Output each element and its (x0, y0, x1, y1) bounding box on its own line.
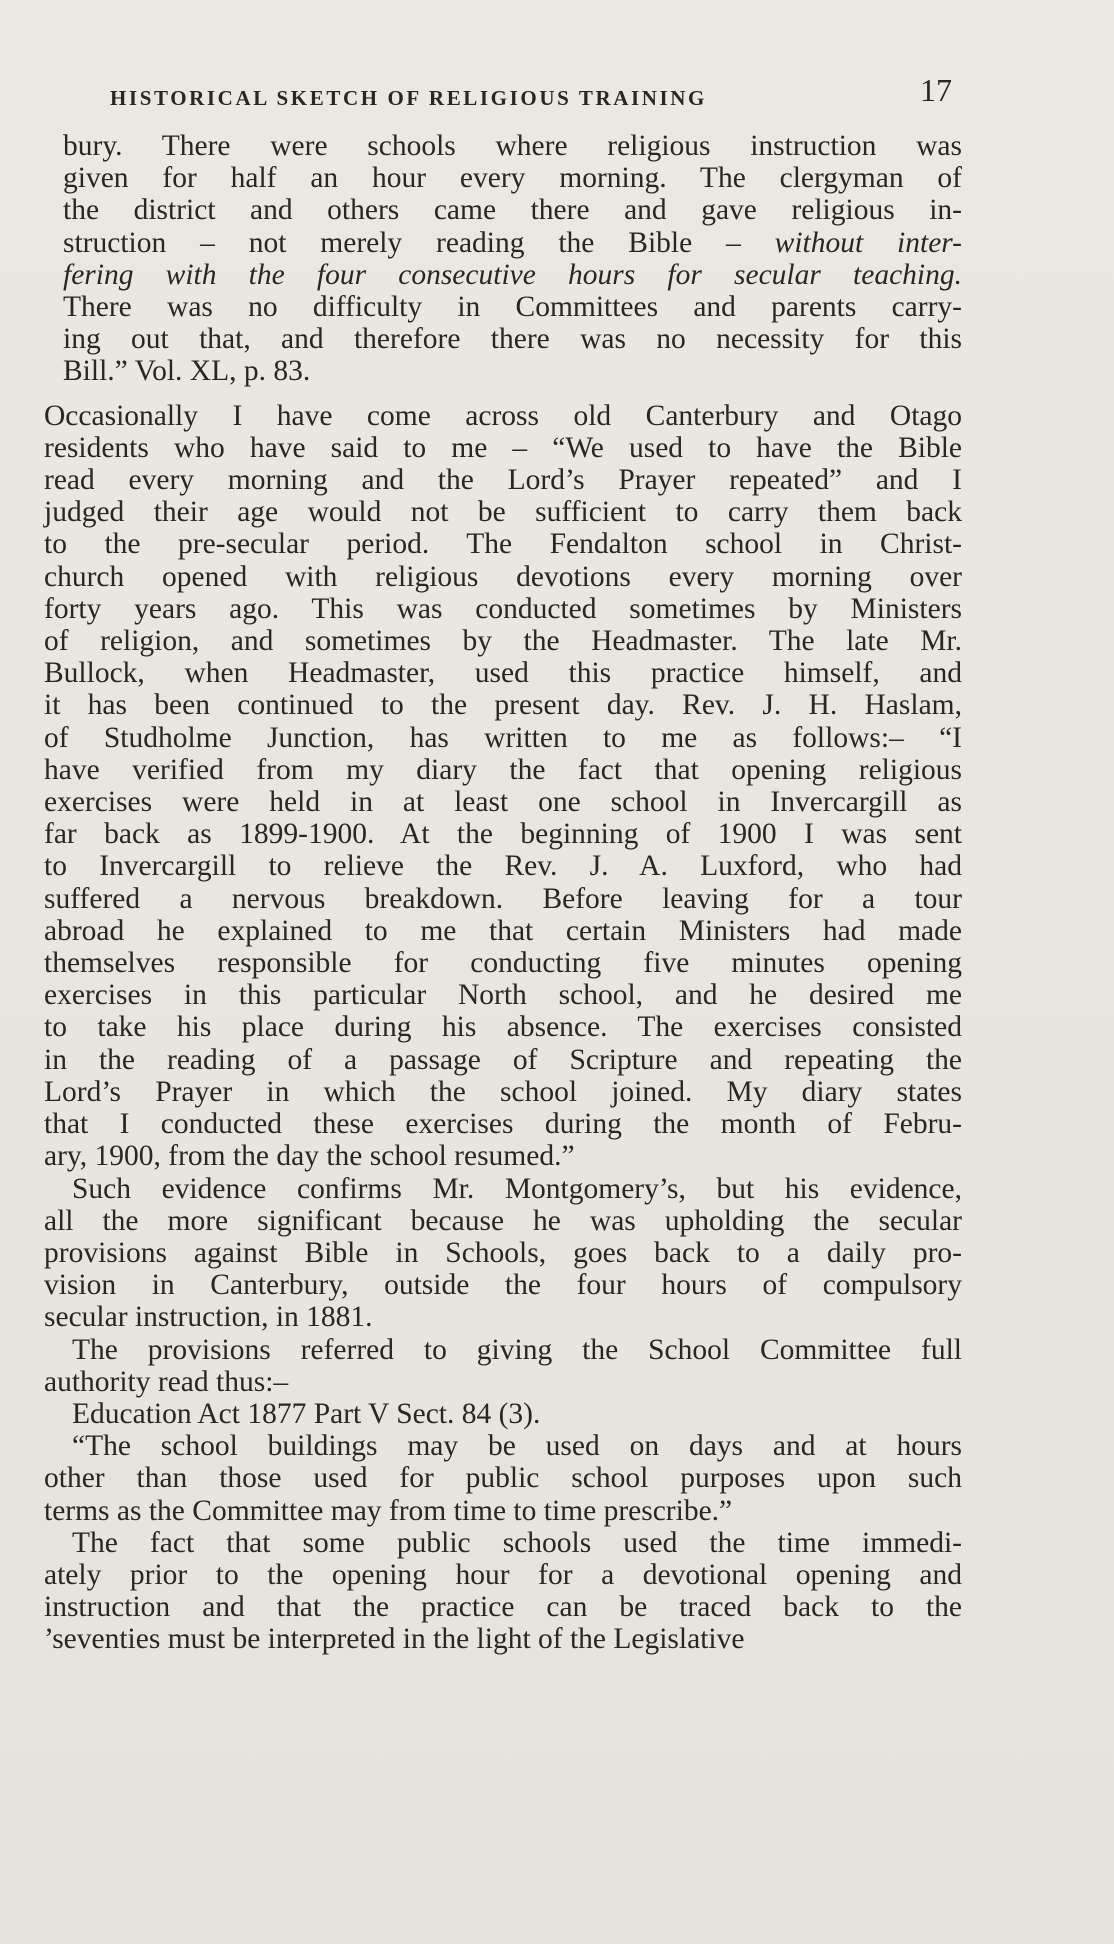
text-line: in the reading of a passage of Scripture and repeating the (44, 1043, 962, 1076)
quote-roman-text: struction – not merely reading the Bible – (63, 226, 775, 259)
text-line: forty years ago. This was conducted sometimes by Ministers (44, 592, 962, 625)
quote-italic-text: without inter- (774, 226, 962, 259)
text-line: Education Act 1877 Part V Sect. 84 (3). (72, 1397, 541, 1430)
text-line: of Studholme Junction, has written to me as follows:– “I (44, 721, 962, 754)
quote-line (63, 162, 962, 194)
text-line: The provisions referred to giving the School Committee full (72, 1333, 962, 1366)
text-line: judged their age would not be sufficient to carry them back (44, 496, 962, 529)
text-line: ary, 1900, from the day the school resumed.” (44, 1140, 575, 1173)
quotation-block (44, 130, 962, 388)
text-line: residents who have said to me – “We used to have the Bible (44, 431, 962, 464)
text-line: instruction and that the practice can be traced back to the (44, 1591, 962, 1624)
text-line: far back as 1899-1900. At the beginning of 1900 I was sent (44, 818, 962, 851)
quote-roman-text: Bill.” Vol. XL, p. 83. (63, 355, 311, 388)
text-line: Bullock, when Headmaster, used this practice himself, and (44, 657, 962, 690)
page-header (110, 70, 952, 118)
paragraph-occasionally (44, 400, 962, 1173)
text-line: “The school buildings may be used on days and at hours (72, 1430, 962, 1463)
text-line: ately prior to the opening hour for a devotional opening and (44, 1558, 962, 1591)
text-line: exercises in this particular North school, and he desired me (44, 979, 962, 1012)
text-line: secular instruction, in 1881. (44, 1301, 373, 1334)
text-line: exercises were held in at least one school in Invercargill as (44, 786, 962, 819)
text-line: all the more significant because he was upholding the secular (44, 1204, 962, 1237)
text-line: that I conducted these exercises during the month of Febru- (44, 1108, 962, 1141)
quote-line (63, 259, 962, 291)
quote-line (63, 194, 962, 226)
quote-line (63, 355, 962, 387)
text-line: it has been continued to the present day. Rev. J. H. Haslam, (44, 689, 962, 722)
text-line: Such evidence confirms Mr. Montgomery’s, but his evidence, (72, 1172, 962, 1205)
text-line: provisions against Bible in Schools, goes back to a daily pro- (44, 1236, 962, 1269)
text-line: Occasionally I have come across old Canterbury and Otago (44, 399, 962, 432)
quote-roman-text: given for half an hour every morning. The clergyman of (63, 162, 962, 195)
quote-roman-text: bury. There were schools where religious instruction was (63, 130, 962, 162)
text-line: to Invercargill to relieve the Rev. J. A. Luxford, who had (44, 850, 962, 883)
text-line: Lord’s Prayer in which the school joined. My diary states (44, 1075, 962, 1108)
text-line: The fact that some public schools used the time immedi- (72, 1526, 962, 1559)
text-line: ’seventies must be interpreted in the light of the Legislative (44, 1623, 745, 1656)
page-number: 17 (920, 72, 952, 108)
text-line: terms as the Committee may from time to time prescribe.” (44, 1494, 733, 1527)
text-line: abroad he explained to me that certain Ministers had made (44, 914, 962, 947)
text-line: authority read thus:– (44, 1365, 289, 1398)
text-line: to the pre-secular period. The Fendalton school in Christ- (44, 528, 962, 561)
quote-roman-text: There was no difficulty in Committees and parents carry- (63, 291, 962, 324)
quote-line (63, 323, 962, 355)
text-line: themselves responsible for conducting five minutes opening (44, 947, 962, 980)
paragraph-such-evidence (44, 1173, 962, 1334)
text-line: have verified from my diary the fact that opening religious (44, 753, 962, 786)
paragraph-school-buildings-quote (44, 1430, 962, 1527)
text-line: other than those used for public school purposes upon such (44, 1462, 962, 1495)
quote-roman-text: ing out that, and therefore there was no necessity for this (63, 323, 962, 356)
quote-italic-text: fering with the four consecutive hours for secular teaching. (63, 258, 962, 291)
text-line: suffered a nervous breakdown. Before leaving for a tour (44, 882, 962, 915)
text-line: church opened with religious devotions every morning over (44, 560, 962, 593)
text-line: of religion, and sometimes by the Headmaster. The late Mr. (44, 625, 962, 658)
paragraph-education-act (44, 1398, 962, 1430)
paragraph-provisions (44, 1334, 962, 1398)
text-line: vision in Canterbury, outside the four hours of compulsory (44, 1269, 962, 1302)
quote-line (63, 227, 962, 259)
quote-line (63, 130, 962, 162)
text-line: to take his place during his absence. The exercises consisted (44, 1011, 962, 1044)
running-head: HISTORICAL SKETCH OF RELIGIOUS TRAINING (110, 86, 707, 110)
text-line: read every morning and the Lord’s Prayer repeated” and I (44, 464, 962, 497)
quote-roman-text: the district and others came there and gave religious in- (63, 194, 962, 227)
paragraph-the-fact (44, 1527, 962, 1656)
quote-line (63, 291, 962, 323)
body-text (44, 130, 962, 1656)
